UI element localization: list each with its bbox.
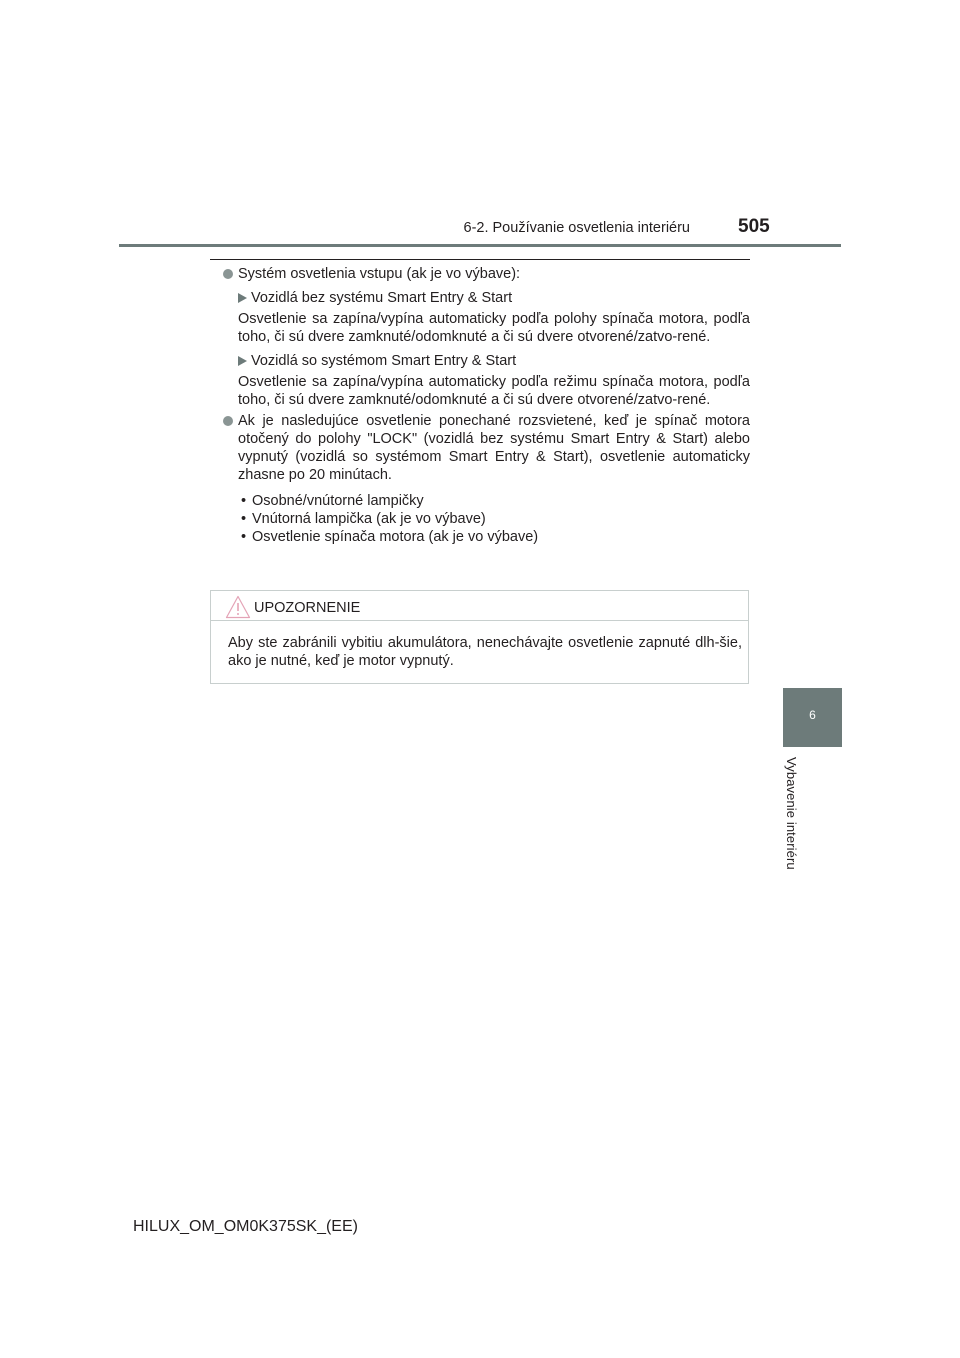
list-item-text: Vnútorná lampička (ak je vo výbave) bbox=[252, 511, 486, 527]
bullet-entry-lighting bbox=[222, 265, 750, 283]
content-top-divider bbox=[210, 259, 750, 260]
chapter-tab bbox=[783, 688, 842, 747]
bullet-text: Ak je nasledujúce osvetlenie ponechané rozsvietené, keď je spínač motora otočený do polohy "LOCK" (vozidlá bez systému Smart Entry & Start) alebo vypnutý (vozidlá so systémom Smart Entry & Start), osvetlenie automaticky zhasne po 20 minútach. bbox=[238, 413, 750, 483]
caution-divider bbox=[211, 620, 748, 621]
caution-text: Aby ste zabránili vybitiu akumulátora, nenechávajte osvetlenie zapnuté dlh-šie, ako je nutné, keď je motor vypnutý. bbox=[228, 635, 742, 669]
subheading-label: Vozidlá so systémom Smart Entry & Start bbox=[251, 353, 517, 369]
list-item bbox=[222, 528, 750, 546]
dot-bullet-icon: • bbox=[241, 493, 247, 509]
subheading-without-smart-entry bbox=[222, 289, 750, 307]
header-section-title: 6-2. Používanie osvetlenia interiéru bbox=[463, 220, 690, 236]
list-item-text: Osobné/vnútorné lampičky bbox=[252, 493, 424, 509]
main-content bbox=[222, 265, 750, 546]
caution-box bbox=[210, 590, 749, 684]
paragraph-without-smart-entry: Osvetlenie sa zapína/vypína automaticky podľa polohy spínača motora, podľa toho, či sú dvere zamknuté/odomknuté a či sú dvere otvorené/zatvo-rené. bbox=[238, 311, 750, 345]
chapter-tab-number: 6 bbox=[809, 708, 816, 722]
page-number: 505 bbox=[738, 216, 770, 237]
subheading-label: Vozidlá bez systému Smart Entry & Start bbox=[251, 290, 513, 306]
caution-label: UPOZORNENIE bbox=[254, 600, 361, 616]
list-item bbox=[222, 510, 750, 528]
list-item-text: Osvetlenie spínača motora (ak je vo výbave) bbox=[252, 529, 539, 545]
warning-triangle-icon bbox=[225, 595, 251, 619]
paragraph-with-smart-entry: Osvetlenie sa zapína/vypína automaticky podľa režimu spínača motora, podľa toho, či sú dvere zamknuté/odomknuté a či sú dvere otvorené/zatvo-rené. bbox=[238, 374, 750, 408]
round-bullet-icon bbox=[223, 269, 233, 279]
dot-bullet-icon: • bbox=[241, 529, 247, 545]
header-divider bbox=[119, 244, 841, 247]
round-bullet-icon bbox=[223, 416, 233, 426]
bullet-title: Systém osvetlenia vstupu (ak je vo výbave): bbox=[238, 266, 521, 282]
bullet-auto-off bbox=[222, 412, 750, 484]
subheading-with-smart-entry bbox=[222, 352, 750, 370]
list-item bbox=[222, 492, 750, 510]
triangle-arrow-icon bbox=[238, 293, 247, 303]
lighting-list bbox=[222, 492, 750, 546]
triangle-arrow-icon bbox=[238, 356, 247, 366]
chapter-tab-label: Vybavenie interiéru bbox=[784, 757, 799, 870]
document-code-footer: HILUX_OM_OM0K375SK_(EE) bbox=[133, 1218, 358, 1235]
dot-bullet-icon: • bbox=[241, 511, 247, 527]
